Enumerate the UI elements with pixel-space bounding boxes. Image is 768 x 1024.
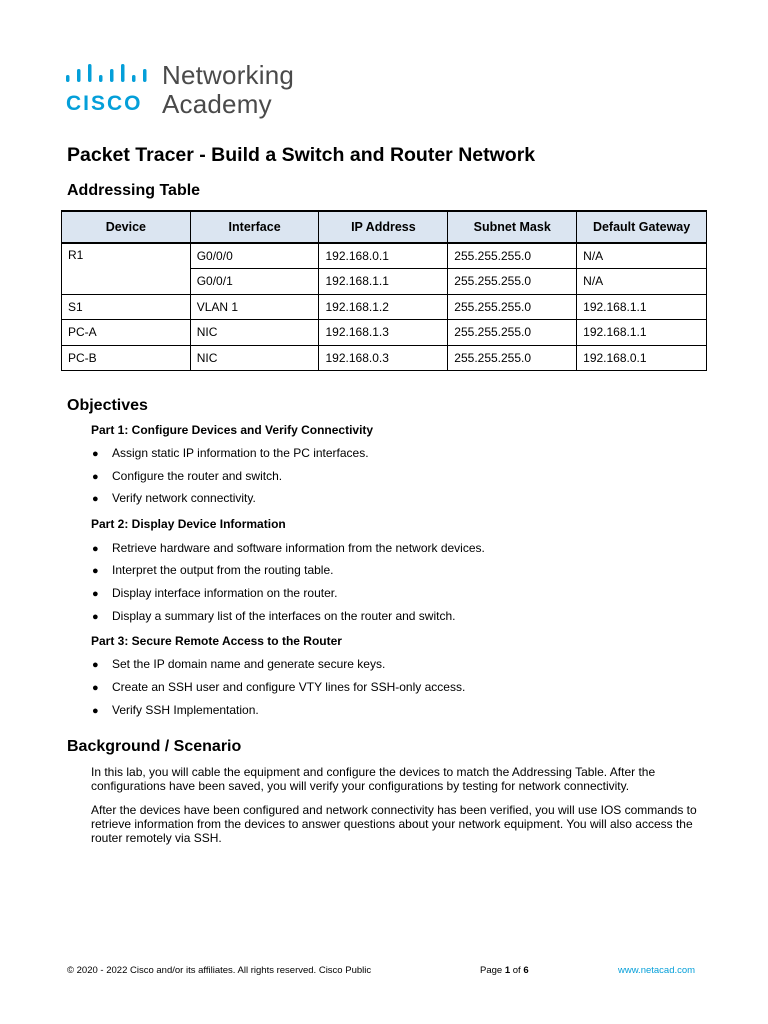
cell-mask: 255.255.255.0 — [448, 345, 577, 371]
footer-url-link[interactable]: www.netacad.com — [618, 965, 696, 976]
header-interface: Interface — [190, 211, 319, 243]
bullet-icon: ● — [92, 448, 99, 460]
header-device: Device — [62, 211, 191, 243]
bullet-icon: ● — [92, 471, 99, 483]
cell-device: S1 — [62, 294, 191, 320]
table-row — [62, 320, 707, 346]
cell-device: R1 — [62, 243, 191, 294]
header-subnet-mask: Subnet Mask — [448, 211, 577, 243]
list-item: ● Display a summary list of the interfaces on the router and switch. — [92, 609, 456, 623]
cell-interface: G0/0/0 — [190, 243, 319, 269]
logo-academy-text: Academy — [162, 89, 272, 119]
list-item: ● Display interface information on the router. — [92, 586, 338, 600]
list-item: ● Set the IP domain name and generate secure keys. — [92, 657, 386, 671]
cell-gateway: 192.168.0.1 — [577, 345, 707, 371]
addressing-table — [61, 210, 707, 371]
table-row — [62, 294, 707, 320]
header-default-gateway: Default Gateway — [577, 211, 707, 243]
bullet-icon: ● — [92, 588, 99, 600]
list-item: ● Assign static IP information to the PC interfaces. — [92, 446, 369, 460]
cell-gateway: N/A — [577, 243, 707, 269]
cell-ip: 192.168.1.1 — [319, 269, 448, 295]
cell-mask: 255.255.255.0 — [448, 243, 577, 269]
table-row — [62, 243, 707, 269]
cell-device: PC-A — [62, 320, 191, 346]
footer-page-number: Page 1 of 6 — [480, 965, 529, 976]
addressing-table-heading: Addressing Table — [67, 182, 201, 199]
objectives-heading: Objectives — [67, 397, 148, 414]
cell-ip: 192.168.0.1 — [319, 243, 448, 269]
list-item: ● Verify network connectivity. — [92, 491, 256, 505]
list-item: ● Verify SSH Implementation. — [92, 703, 259, 717]
cisco-bars-icon — [66, 64, 156, 88]
cell-interface: NIC — [190, 345, 319, 371]
cell-gateway: 192.168.1.1 — [577, 294, 707, 320]
cell-interface: VLAN 1 — [190, 294, 319, 320]
cell-mask: 255.255.255.0 — [448, 269, 577, 295]
header-ip-address: IP Address — [319, 211, 448, 243]
bullet-icon: ● — [92, 705, 99, 717]
list-item: ● Interpret the output from the routing table. — [92, 563, 334, 577]
cell-interface: NIC — [190, 320, 319, 346]
cell-gateway: 192.168.1.1 — [577, 320, 707, 346]
bullet-icon: ● — [92, 493, 99, 505]
bullet-icon: ● — [92, 543, 99, 555]
bullet-icon: ● — [92, 659, 99, 671]
table-header-row — [62, 211, 707, 243]
bullet-icon: ● — [92, 565, 99, 577]
list-item: ● Retrieve hardware and software information from the network devices. — [92, 541, 485, 555]
background-heading: Background / Scenario — [67, 738, 242, 755]
cell-gateway: N/A — [577, 269, 707, 295]
footer-copyright: © 2020 - 2022 Cisco and/or its affiliates. All rights reserved. Cisco Public — [67, 965, 372, 976]
part2-title: Part 2: Display Device Information — [91, 517, 286, 531]
bullet-icon: ● — [92, 682, 99, 694]
part1-title: Part 1: Configure Devices and Verify Connectivity — [91, 423, 374, 437]
cisco-networking-academy-logo — [66, 60, 326, 120]
logo-networking-text: Networking — [162, 60, 295, 90]
table-row — [62, 345, 707, 371]
background-paragraph-2: After the devices have been configured and network connectivity has been verified, you will use IOS commands to retrieve information from the devices to answer questions about your network equipment. You will also access the router remotely via SSH. — [91, 803, 697, 845]
bullet-icon: ● — [92, 611, 99, 623]
cisco-wordmark: CISCO — [66, 92, 143, 115]
cell-ip: 192.168.1.3 — [319, 320, 448, 346]
list-item: ● Configure the router and switch. — [92, 469, 283, 483]
cell-ip: 192.168.0.3 — [319, 345, 448, 371]
cell-device: PC-B — [62, 345, 191, 371]
part3-title: Part 3: Secure Remote Access to the Router — [91, 634, 342, 648]
cell-mask: 255.255.255.0 — [448, 294, 577, 320]
list-item: ● Create an SSH user and configure VTY lines for SSH-only access. — [92, 680, 466, 694]
background-paragraph-1: In this lab, you will cable the equipment and configure the devices to match the Addressing Table. After the configurations have been saved, you will verify your configurations by testing for network connectivity. — [91, 765, 656, 793]
cell-interface: G0/0/1 — [190, 269, 319, 295]
cell-mask: 255.255.255.0 — [448, 320, 577, 346]
cell-ip: 192.168.1.2 — [319, 294, 448, 320]
page-title: Packet Tracer - Build a Switch and Router Network — [67, 144, 536, 166]
